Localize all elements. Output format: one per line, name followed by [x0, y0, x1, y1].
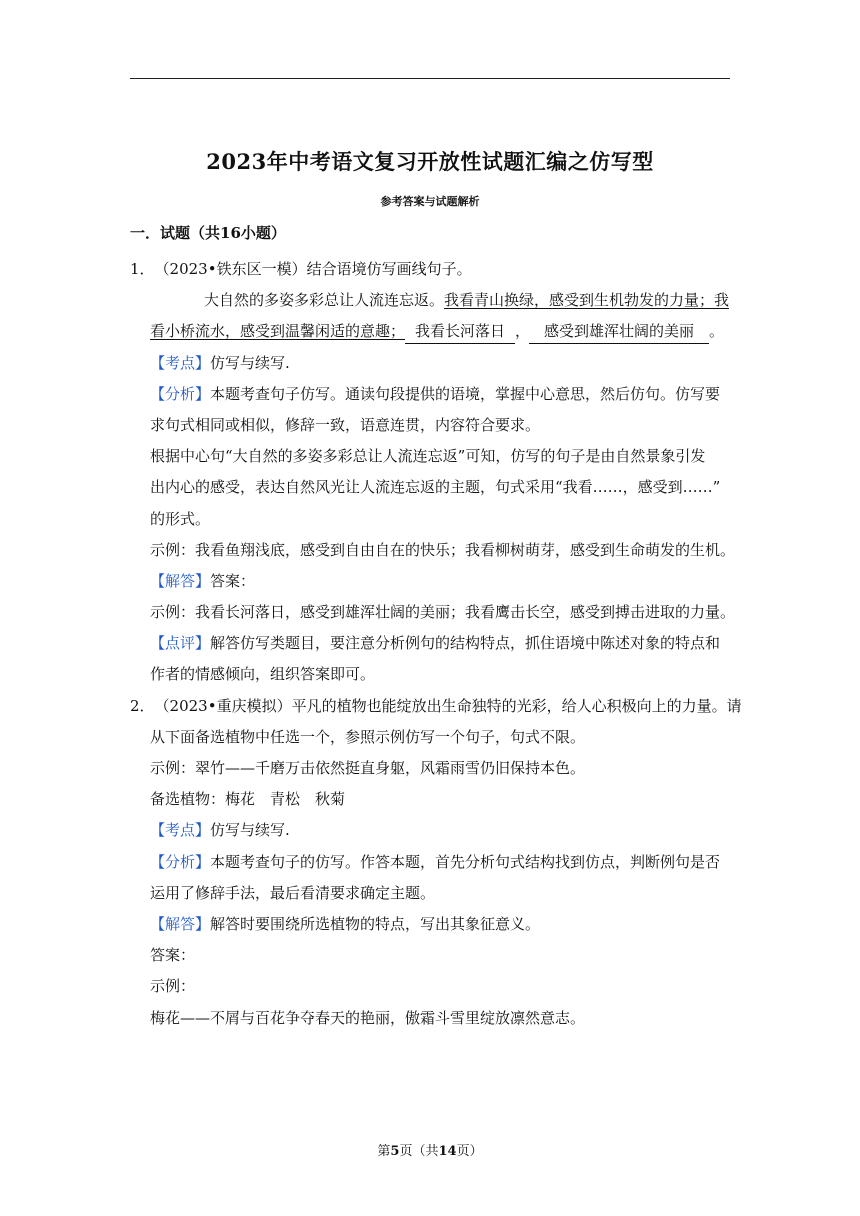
- q1-fenxi-line2: 求句式相同或相似，修辞一致，语意连贯，内容符合要求。: [150, 415, 541, 434]
- q2-example: 示例：翠竹——千磨万击依然挺直身躯，风霜雨雪仍旧保持本色。: [150, 759, 586, 777]
- q2-fenxi: 【分析】本题考查句子的仿写。作答本题，首先分析句式结构找到仿点，判断例句是否: [150, 852, 721, 871]
- page-footer: 第5页（共14页）: [377, 1144, 483, 1159]
- q2-number: 2．: [130, 696, 155, 715]
- q1-jieda: 【解答】答案：: [150, 571, 256, 590]
- section-heading: 一．试题（共16小题）: [130, 224, 286, 242]
- jieda-tag: 【解答】: [150, 914, 211, 933]
- q1-fenxi-line5: 的形式。: [150, 509, 211, 528]
- q2-stem: 2．（2023•重庆模拟）平凡的植物也能绽放出生命独特的光彩，给人心积极向上的力量。请: [130, 691, 730, 722]
- q2-options: 备选植物：梅花 青松 秋菊: [150, 790, 346, 809]
- q2-answer-line: 梅花——不屑与百花争夺春天的艳丽，傲霜斗雪里绽放凛然意志。: [150, 1008, 586, 1027]
- q2-jieda: 【解答】解答时要围绕所选植物的特点，写出其象征意义。: [150, 914, 541, 933]
- q2-kaodian: 【考点】仿写与续写.: [150, 821, 290, 840]
- q1-number: 1．: [130, 260, 155, 278]
- q1-passage-line1: 大自然的多姿多彩总让人流连忘返。我看青山换绿，感受到生机勃发的力量；我: [204, 291, 730, 310]
- jieda-tag: 【解答】: [150, 571, 211, 590]
- q1-fenxi-line4: 出内心的感受，表达自然风光让人流连忘返的主题，句式采用“我看……，感受到……”: [150, 478, 721, 497]
- q1-underlined-sentence: 我看青山换绿，感受到生机勃发的力量；我: [444, 291, 730, 310]
- q2-example-label: 示例：: [150, 977, 196, 996]
- kaodian-tag: 【考点】: [150, 353, 211, 372]
- q1-fenxi-line3: 根据中心句“大自然的多姿多彩总让人流连忘返”可知，仿写的句子是由自然景象引发: [150, 447, 706, 466]
- fenxi-tag: 【分析】: [150, 384, 211, 403]
- q1-answer-blank-1: 我看长河落日: [405, 319, 515, 344]
- q1-passage-line2: 看小桥流水，感受到温馨闲适的意趣； 我看长河落日 ， 感受到雄浑壮阔的美丽 。: [130, 316, 730, 347]
- dianping-tag: 【点评】: [150, 634, 211, 653]
- page-number: 5: [390, 1144, 400, 1159]
- document-subtitle: 参考答案与试题解析: [380, 195, 480, 208]
- document-title: 2023年中考语文复习开放性试题汇编之仿写型: [206, 149, 654, 174]
- q2-fenxi-line2: 运用了修辞手法，最后看清要求确定主题。: [150, 883, 436, 902]
- q2-stem-line2: 从下面备选植物中任选一个，参照示例仿写一个句子，句式不限。: [150, 727, 586, 746]
- kaodian-tag: 【考点】: [150, 821, 211, 840]
- fenxi-tag: 【分析】: [150, 852, 211, 871]
- q2-answer-label: 答案：: [150, 946, 196, 965]
- header-rule: [130, 78, 730, 79]
- q1-jieda-line2: 示例：我看长河落日，感受到雄浑壮阔的美丽；我看鹰击长空，感受到搏击进取的力量。: [150, 603, 736, 622]
- q1-dianping: 【点评】解答仿写类题目，要注意分析例句的结构特点，抓住语境中陈述对象的特点和: [150, 634, 721, 653]
- q1-kaodian: 【考点】仿写与续写.: [150, 353, 290, 372]
- q1-fenxi: 【分析】本题考查句子仿写。通读句段提供的语境，掌握中心意思，然后仿句。仿写要: [150, 384, 721, 403]
- q1-stem: 1．（2023•铁东区一模）结合语境仿写画线句子。: [130, 254, 730, 285]
- q1-dianping-line2: 作者的情感倾向，组织答案即可。: [150, 665, 376, 684]
- q1-fenxi-line6: 示例：我看鱼翔浅底，感受到自由自在的快乐；我看柳树萌芽，感受到生命萌发的生机。: [150, 540, 736, 559]
- document-body: [130, 254, 742, 1034]
- page-total: 14: [438, 1144, 457, 1159]
- q1-answer-blank-2: 感受到雄浑壮阔的美丽: [529, 319, 709, 344]
